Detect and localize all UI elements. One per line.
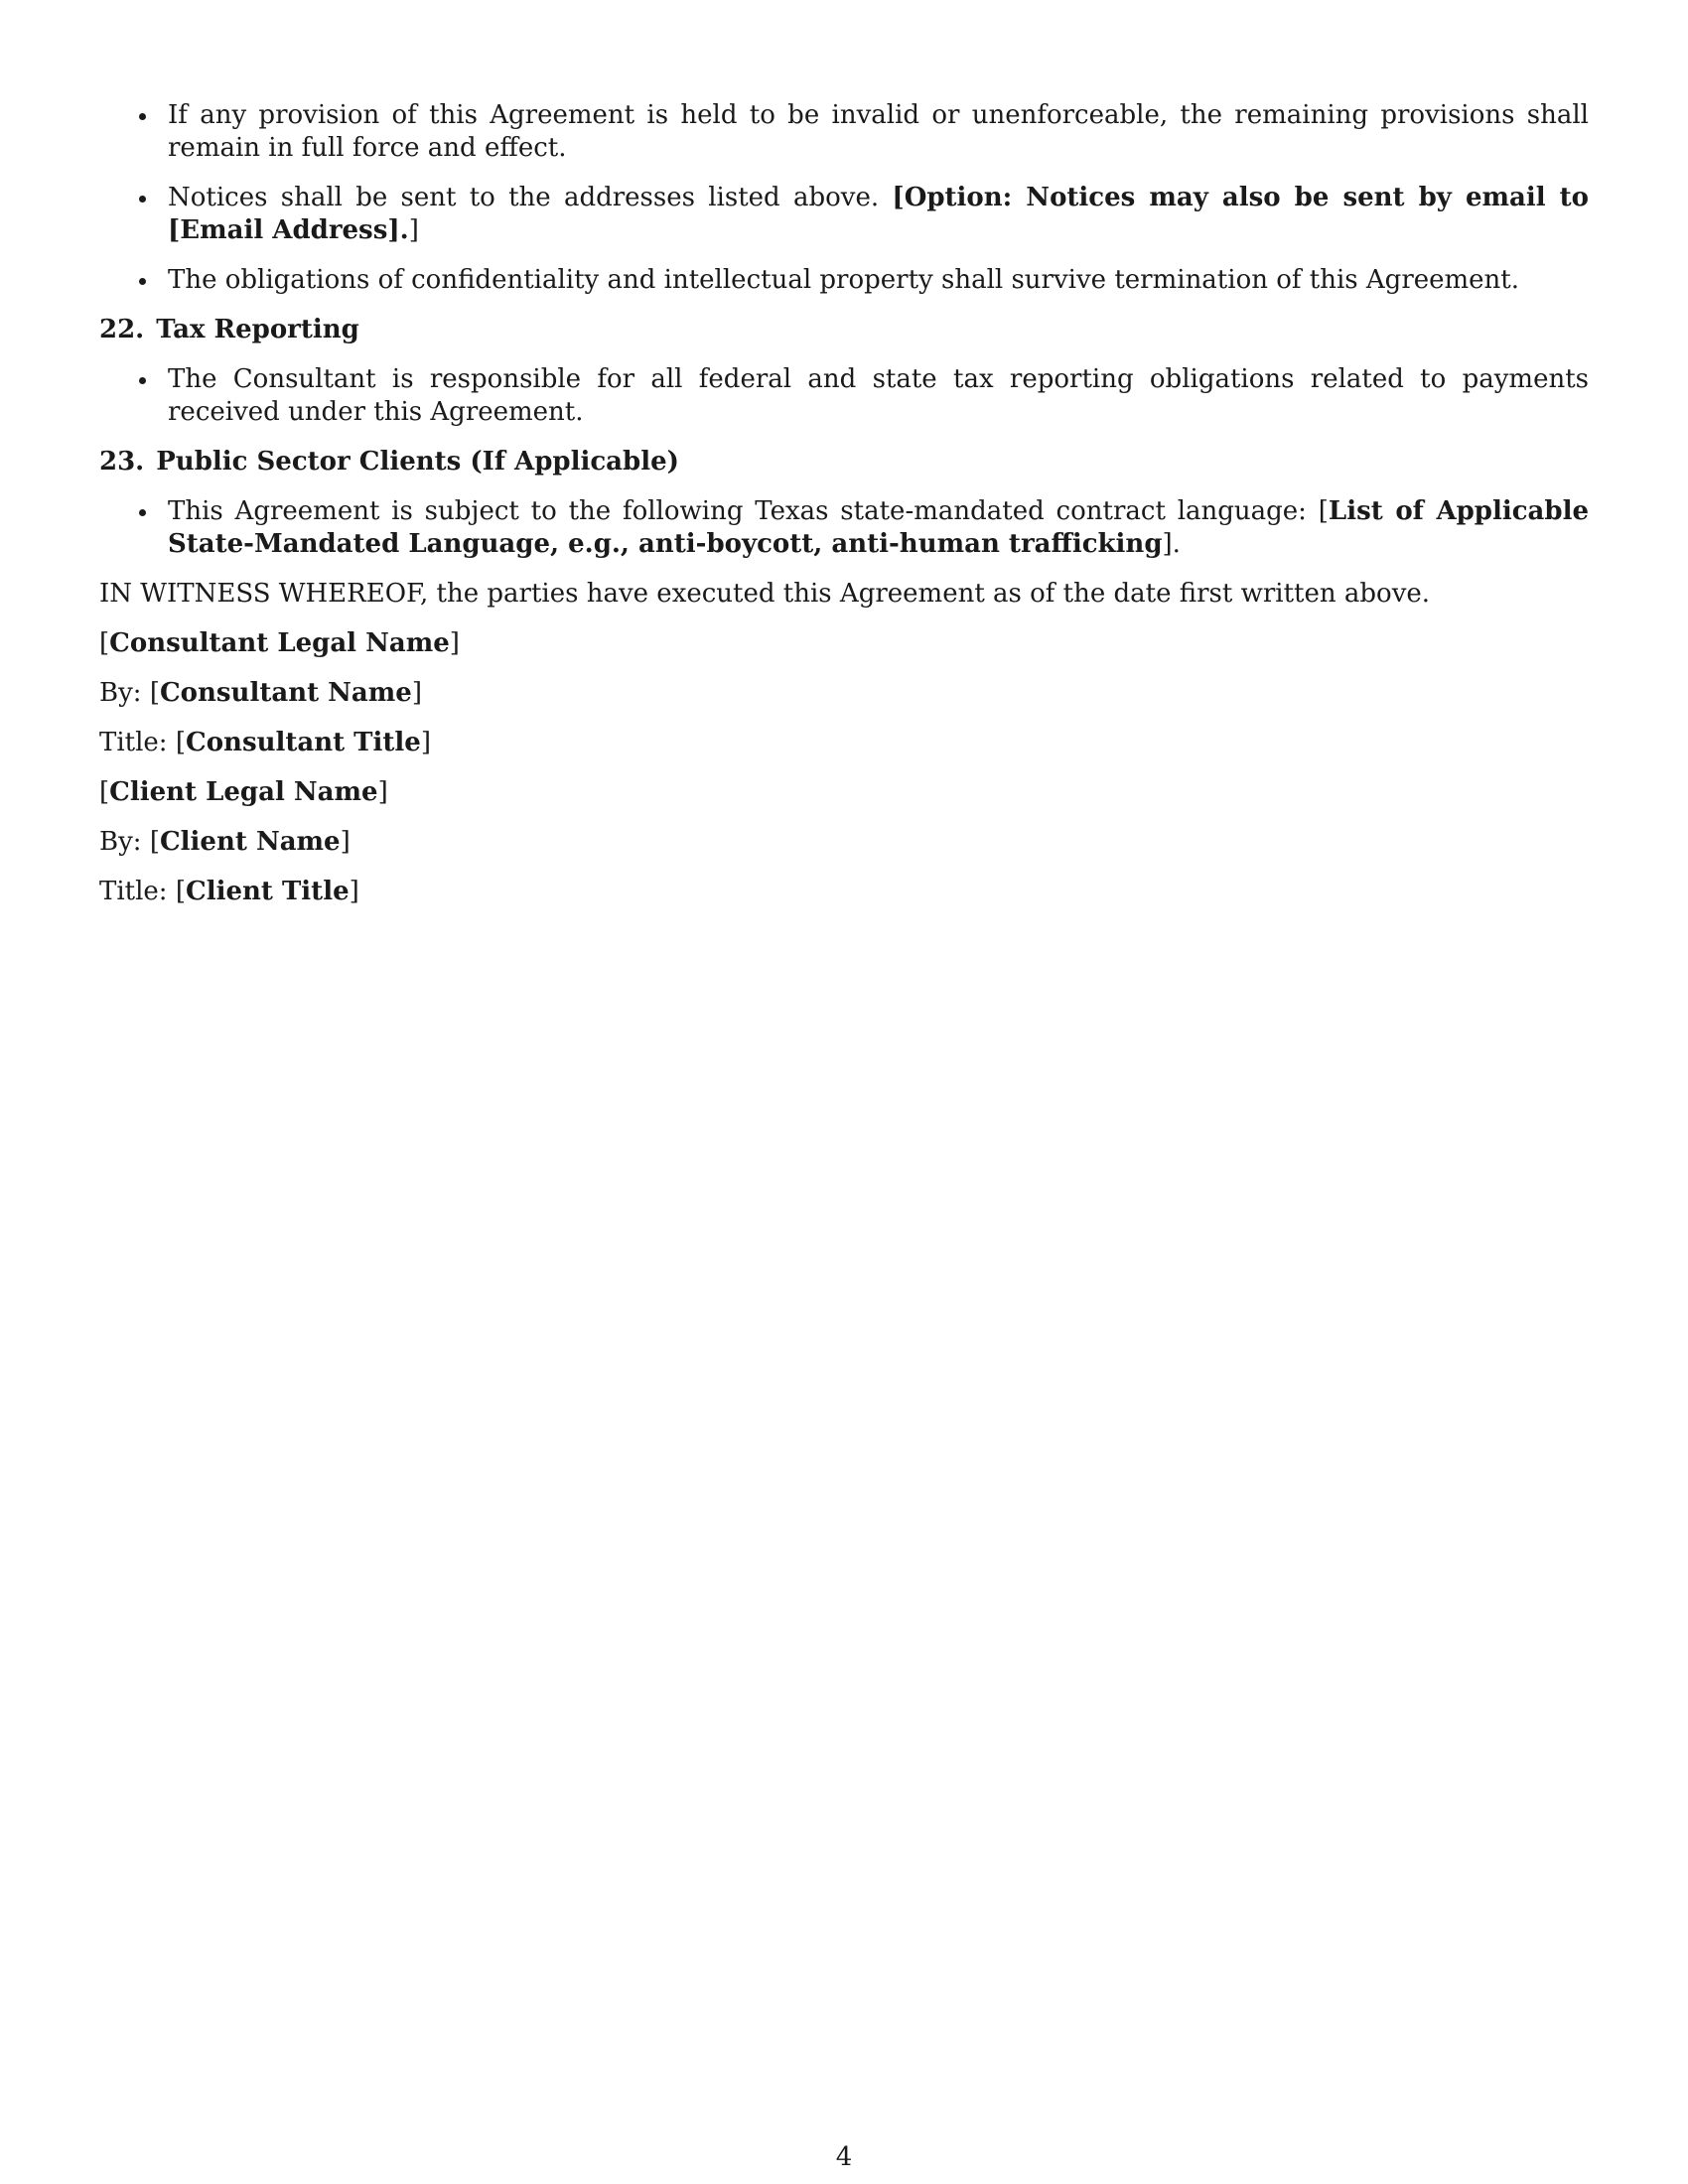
bullet-icon: [139, 278, 146, 285]
notices-option-close: ]: [408, 215, 419, 245]
general-provisions-list: [99, 99, 1589, 297]
section-title: Public Sector Clients (If Applicable): [156, 447, 679, 477]
state-mandated-language-placeholder: List of Applicable State-Mandated Language, e.g., anti-boycott, anti-human trafficking: [168, 496, 1590, 559]
page-number: 4: [835, 2142, 853, 2172]
section-number: 22.: [99, 315, 145, 344]
bracket-close: ]: [340, 827, 351, 857]
bracket-open: [: [149, 827, 160, 857]
section-23-list: [99, 495, 1589, 561]
bracket-open: [: [175, 728, 186, 757]
client-title-line: [99, 876, 1589, 908]
client-title: Client Title: [186, 877, 350, 906]
list-item: [99, 264, 1589, 297]
list-item: [99, 495, 1589, 561]
bracket-close: ]: [449, 628, 460, 658]
bracket-open: [: [99, 777, 110, 807]
bracket-open: [: [175, 877, 186, 906]
title-label: Title:: [99, 728, 168, 757]
by-label: By:: [99, 827, 142, 857]
section-23-heading: [99, 446, 1589, 478]
bullet-icon: [139, 196, 146, 203]
section-22-list: [99, 363, 1589, 429]
bracket-close: ]: [349, 877, 359, 906]
section-number: 23.: [99, 447, 145, 477]
by-label: By:: [99, 678, 142, 708]
list-item: [99, 182, 1589, 247]
title-label: Title:: [99, 877, 168, 906]
consultant-name: Consultant Name: [159, 678, 412, 708]
client-legal-name: Client Legal Name: [109, 777, 378, 807]
bracket-open: [: [149, 678, 160, 708]
section-title: Tax Reporting: [156, 315, 359, 344]
consultant-title-line: [99, 727, 1589, 759]
bracket-close: ]: [377, 777, 388, 807]
provision-severability: If any provision of this Agreement is held to be invalid or unenforceable, the remaining provisions shall remain in full force and effect.: [168, 100, 1589, 163]
provision-notices: Notices shall be sent to the addresses listed above.: [168, 183, 880, 212]
client-name: Client Name: [159, 827, 341, 857]
bracket-close: ]: [411, 678, 422, 708]
bullet-icon: [139, 377, 146, 384]
bracket-open: [: [99, 628, 110, 658]
bracket-close: ].: [1162, 529, 1181, 559]
document-page: [99, 99, 1589, 925]
consultant-by-line: [99, 677, 1589, 710]
bullet-icon: [139, 113, 146, 120]
tax-reporting-text: The Consultant is responsible for all federal and state tax reporting obligations related to payments received under this Agreement.: [168, 364, 1589, 427]
provision-survival: The obligations of confidentiality and intellectual property shall survive termination of this Agreement.: [168, 265, 1520, 295]
bracket-close: ]: [420, 728, 431, 757]
client-legal-name-line: [99, 776, 1589, 809]
list-item: [99, 363, 1589, 429]
section-22-heading: [99, 314, 1589, 346]
bracket-open: [: [1318, 496, 1329, 526]
public-sector-text: This Agreement is subject to the following Texas state-mandated contract language:: [168, 496, 1307, 526]
witness-statement: IN WITNESS WHEREOF, the parties have executed this Agreement as of the date first written above.: [99, 579, 1431, 609]
bullet-icon: [139, 509, 146, 516]
consultant-legal-name: Consultant Legal Name: [109, 628, 450, 658]
list-item: [99, 99, 1589, 165]
consultant-legal-name-line: [99, 627, 1589, 660]
consultant-title: Consultant Title: [186, 728, 421, 757]
client-by-line: [99, 826, 1589, 859]
notices-option: [Option: Notices may also be sent by email to [Email Address].: [168, 183, 1590, 245]
